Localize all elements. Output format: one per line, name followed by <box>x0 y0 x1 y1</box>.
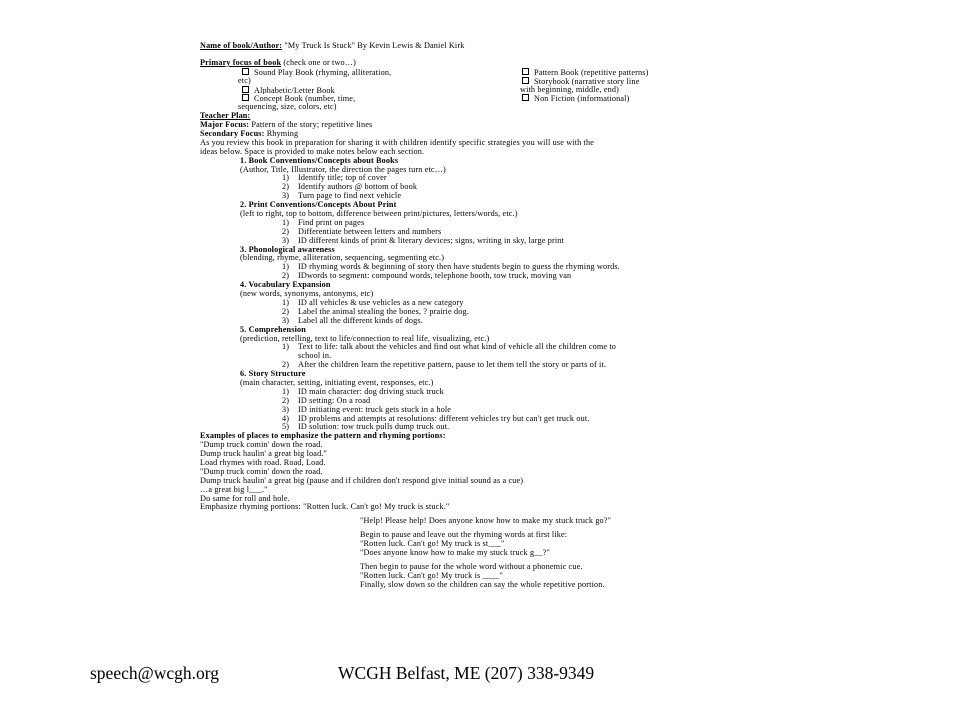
instruction-line: "Rotten luck. Can't go! My truck is st___" <box>360 540 505 549</box>
item-number: 2) <box>282 361 290 370</box>
item-number: 1) <box>282 174 290 183</box>
section-item <box>200 192 730 201</box>
document-page <box>200 42 730 590</box>
footer-contact: WCGH Belfast, ME (207) 338-9349 <box>338 663 595 683</box>
section-title: 3. Phonological awareness <box>240 245 335 254</box>
section-item <box>200 343 730 352</box>
instruction-line: Finally, slow down so the children can say the whole repetitive portion. <box>360 580 605 589</box>
item-number: 1) <box>282 218 290 227</box>
item-number: 1) <box>282 343 290 352</box>
example-line: Emphasize rhyming portions: "Rotten luck. Can't go! My truck is stuck." <box>200 503 450 512</box>
checkbox-icon[interactable] <box>242 68 249 75</box>
secondary-focus-line <box>200 130 730 139</box>
checkbox-icon[interactable] <box>522 94 529 101</box>
section-item <box>200 308 730 317</box>
item-number: 3) <box>282 192 290 201</box>
item-text: ID rhyming words & beginning of story then have students begin to guess the rhyming words. <box>298 263 620 272</box>
secondary-focus-label: Secondary Focus: <box>200 130 265 139</box>
example-line: "Dump truck comin' down the road. <box>200 441 323 450</box>
item-text: Find print on pages <box>298 218 365 227</box>
item-text: ID solution: tow truck pulls dump truck out. <box>298 423 450 432</box>
section-item <box>200 317 730 326</box>
example-line: Dump truck haulin' a great big (pause and if children don't respond give initial sound as a cue) <box>200 476 524 485</box>
section-item <box>200 228 730 237</box>
example-line: "Dump truck comin' down the road. <box>200 467 323 476</box>
option-nonfiction: Non Fiction (informational) <box>520 94 730 103</box>
item-text: ID setting: On a road <box>298 396 371 405</box>
item-text: ID all vehicles & use vehicles as a new category <box>298 298 464 307</box>
section-item <box>200 352 730 361</box>
checkbox-icon[interactable] <box>522 68 529 75</box>
examples-heading: Examples of places to emphasize the pattern and rhyming portions: <box>200 432 446 441</box>
section-item <box>200 397 730 406</box>
option-sound-play-cont: etc) <box>238 76 251 85</box>
section-title: 4. Vocabulary Expansion <box>240 281 331 290</box>
instruction-line: "Does anyone know how to make my stuck truck g__?" <box>360 548 550 557</box>
checkbox-icon[interactable] <box>242 86 249 93</box>
option-concept-cont: sequencing, size, colors, etc) <box>238 103 337 112</box>
item-text: Label the animal stealing the bones, ? prairie dog. <box>298 307 469 316</box>
instruction-line: "Rotten luck. Can't go! My truck is ____" <box>360 571 504 580</box>
example-line: Load rhymes with road. Road, Load. <box>200 458 326 467</box>
item-text: Differentiate between letters and numbers <box>298 227 442 236</box>
section-description: (new words, synonyms, antonyms, etc) <box>240 290 374 299</box>
major-focus-line <box>200 121 730 130</box>
item-number: 2) <box>282 183 290 192</box>
item-text: Identify authors @ bottom of book <box>298 183 418 192</box>
item-number: 2) <box>282 307 290 316</box>
focus-options-left <box>200 68 520 112</box>
item-number: 3) <box>282 236 290 245</box>
section-title: 1. Book Conventions/Concepts about Books <box>240 156 399 165</box>
option-storybook: Storybook (narrative story line <box>520 77 730 86</box>
item-text: Text to life: talk about the vehicles and find out what kind of vehicle all the children come to <box>298 343 617 352</box>
item-text: IDwords to segment: compound words, telephone booth, tow truck, moving van <box>298 272 572 281</box>
focus-options <box>200 68 730 112</box>
item-text: After the children learn the repetitive pattern, pause to let them tell the story or parts of it. <box>298 361 607 370</box>
section-item <box>200 361 730 370</box>
item-number: 1) <box>282 263 290 272</box>
item-number: 2) <box>282 272 290 281</box>
section-item <box>200 174 730 183</box>
section-item <box>200 299 730 308</box>
instruction-line: Begin to pause and leave out the rhyming words at first like: <box>360 531 568 540</box>
section-description: (Author, Title, Illustrator, the direction the pages turn etc…) <box>240 165 446 174</box>
example-line: …a great big l___." <box>200 485 268 494</box>
section-title: 6. Story Structure <box>240 370 306 379</box>
book-name-label: Name of book/Author: <box>200 42 283 50</box>
checkbox-icon[interactable] <box>242 94 249 101</box>
major-focus-label: Major Focus: <box>200 121 250 130</box>
section-item <box>200 272 730 281</box>
item-text: school in. <box>298 352 332 361</box>
item-number: 4) <box>282 414 290 423</box>
option-pattern: Pattern Book (repetitive patterns) <box>520 68 730 77</box>
focus-options-right <box>520 68 730 112</box>
section-title: 5. Comprehension <box>240 325 306 334</box>
book-name-line <box>200 42 730 51</box>
pause-instructions-block <box>200 531 730 558</box>
section-description: (left to right, top to bottom, difference between print/pictures, letters/words, etc.) <box>240 210 518 219</box>
section-description: (main character, setting, initiating event, responses, etc.) <box>240 378 434 387</box>
option-alphabetic: Alphabetic/Letter Book <box>200 86 520 95</box>
item-number: 1) <box>282 298 290 307</box>
option-sound-play: Sound Play Book (rhyming, alliteration, <box>200 68 520 77</box>
section-item <box>200 263 730 272</box>
item-text: ID problems and attempts at resolutions: different vehicles try but can't get truck out. <box>298 414 590 423</box>
item-number: 1) <box>282 387 290 396</box>
primary-focus-label: Primary focus of book <box>200 58 282 67</box>
example-line: Dump truck haulin' a great big load." <box>200 450 328 459</box>
instruction-line: Then begin to pause for the whole word without a phonemic cue. <box>360 562 583 571</box>
item-text: Label all the different kinds of dogs. <box>298 316 423 325</box>
final-instructions-block <box>200 563 730 590</box>
section-title: 2. Print Conventions/Concepts About Print <box>240 201 397 210</box>
section-item <box>200 423 730 432</box>
primary-focus-line <box>200 59 730 68</box>
option-concept: Concept Book (number, time, <box>200 94 520 103</box>
intro-line: As you review this book in preparation for sharing it with children identify specific strategies you will use with the <box>200 138 595 147</box>
primary-focus-hint: (check one or two…) <box>281 58 356 67</box>
major-focus-value: Pattern of the story; repetitive lines <box>249 121 373 130</box>
section-description: (prediction, retelling, text to life/connection to real life, visualizing, etc.) <box>240 334 490 343</box>
item-text: Turn page to find next vehicle <box>298 192 402 201</box>
item-number: 3) <box>282 316 290 325</box>
item-text: ID main character: dog driving stuck truck <box>298 387 444 396</box>
item-text: Identify title; top of cover <box>298 174 387 183</box>
examples-list <box>200 441 730 512</box>
section-item <box>200 183 730 192</box>
option-storybook-cont: with beginning, middle, end) <box>520 85 620 94</box>
intro-line: ideas below. Space is provided to make notes below each section. <box>200 147 425 156</box>
item-number: 5) <box>282 423 290 432</box>
item-text: ID initiating event: truck gets stuck in a hole <box>298 405 452 414</box>
item-number: 2) <box>282 396 290 405</box>
section-description: (blending, rhyme, alliteration, sequencing, segmenting etc.) <box>240 254 445 263</box>
footer-email[interactable]: speech@wcgh.org <box>90 663 220 683</box>
book-name-value: "My Truck Is Stuck" By Kevin Lewis & Daniel Kirk <box>282 42 465 50</box>
section-item <box>200 415 730 424</box>
example-line: Do same for roll and hole. <box>200 494 290 503</box>
teacher-plan-heading: Teacher Plan: <box>200 112 251 121</box>
section-item <box>200 219 730 228</box>
secondary-focus-value: Rhyming <box>264 130 299 139</box>
repetitive-line: "Help! Please help! Does anyone know how to make my stuck truck go?" <box>360 517 612 526</box>
item-number: 2) <box>282 227 290 236</box>
repetitive-line-block <box>200 517 730 526</box>
plan-sections <box>200 157 730 433</box>
item-text: ID different kinds of print & literary devices; signs, writing in sky, large print <box>298 236 564 245</box>
section-item <box>200 406 730 415</box>
section-item <box>200 388 730 397</box>
item-number: 3) <box>282 405 290 414</box>
checkbox-icon[interactable] <box>522 77 529 84</box>
section-item <box>200 237 730 246</box>
